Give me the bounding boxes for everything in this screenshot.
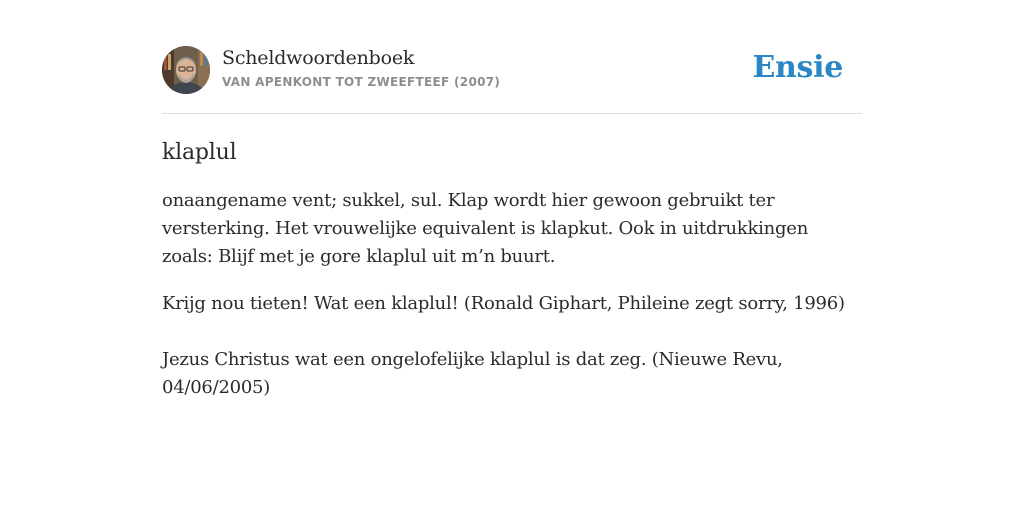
example-quote: Jezus Christus wat een ongelofelijke klaplul is dat zeg. (Nieuwe Revu, 04/06/2005): [162, 349, 783, 398]
ensie-logo[interactable]: Ensie: [752, 50, 843, 85]
example-quote: Krijg nou tieten! Wat een klaplul! (Ronald Giphart, Phileine zegt sorry, 1996): [162, 293, 845, 314]
entry-card: [162, 46, 862, 402]
headword: klaplul: [162, 140, 237, 165]
definition-text: onaangename vent; sukkel, sul. Klap wordt hier gewoon gebruikt ter versterking. Het vrouwelijke equivalent is klapkut. Ook in uitdrukkingen zoals: Blijf met je gore klaplul uit m’n buurt.: [162, 190, 809, 267]
source-title[interactable]: Scheldwoordenboek: [222, 47, 415, 69]
source-subtitle: VAN APENKONT TOT ZWEEFTEEF (2007): [222, 75, 501, 89]
author-portrait-icon: [162, 46, 210, 94]
source-header: [162, 46, 862, 114]
author-avatar[interactable]: [162, 46, 210, 94]
